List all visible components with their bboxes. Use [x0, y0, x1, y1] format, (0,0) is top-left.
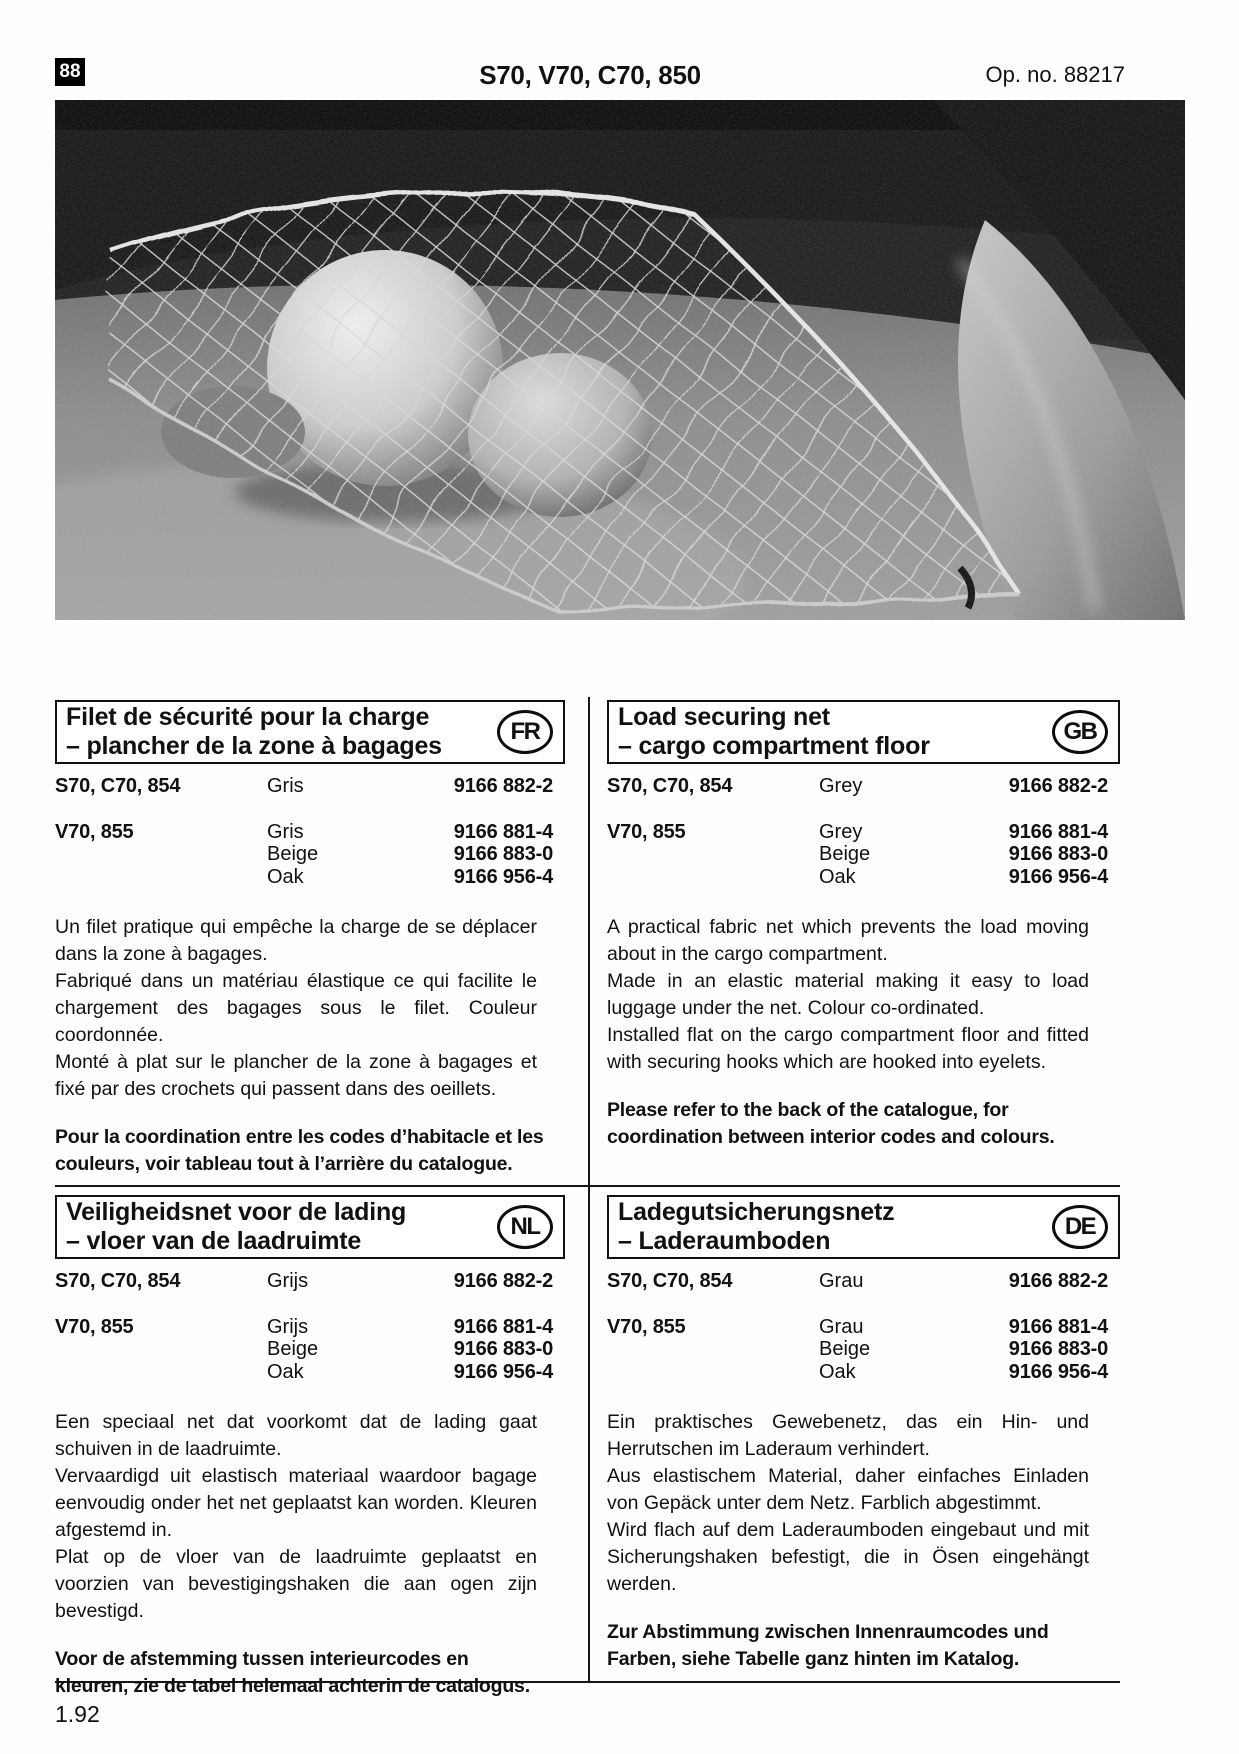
model-cell: V70, 855 [607, 1315, 686, 1338]
section-title-line1: Load securing net [618, 703, 830, 731]
paragraph: Made in an elastic material making it easy to load luggage under the net. Colour co-ordinated. [607, 970, 1089, 1019]
table-row [607, 1316, 1120, 1339]
model-cell-empty [607, 1338, 819, 1361]
table-row [607, 843, 1120, 866]
part-number-cell: 9166 882-2 [453, 775, 553, 797]
model-cell-empty [607, 866, 819, 889]
model-cell: V70, 855 [55, 820, 134, 843]
coordination-note: Please refer to the back of the catalogue, for coordination between interior codes and colours. [607, 1099, 1055, 1148]
part-number-cell: 9166 956-4 [1008, 865, 1108, 888]
page-title: S70, V70, C70, 850 [479, 60, 701, 90]
table-row [607, 1361, 1120, 1384]
section-title [66, 703, 442, 761]
coordination-note: Voor de afstemming tussen interieurcodes en kleuren, zie de tabel helemaal achterin de catalogus. [55, 1648, 530, 1697]
part-number-table [55, 775, 565, 888]
cargo-net-photo-illustration [55, 100, 1185, 620]
paragraph: Wird flach auf dem Laderaumboden eingebaut und mit Sicherungshaken befestigt, die in Ösen eingehängt werden. [607, 1519, 1089, 1595]
section-title-box [607, 700, 1120, 764]
colour-cell: Gris [267, 820, 304, 843]
model-cell: S70, C70, 854 [607, 1270, 733, 1292]
table-row [55, 1361, 565, 1384]
table-row [55, 821, 565, 844]
section-title-box [607, 1195, 1120, 1259]
model-cell: S70, C70, 854 [55, 775, 181, 797]
part-number-cell: 9166 883-0 [1008, 1338, 1108, 1360]
model-cell-empty [55, 866, 267, 889]
operation-number: Op. no. 88217 [985, 62, 1125, 87]
language-badge-gb: GB [1052, 710, 1108, 754]
section-title-box [55, 1195, 565, 1259]
colour-cell: Grau [819, 1315, 864, 1338]
paragraph: Installed flat on the cargo compartment floor and fitted with securing hooks which are hooked into eyelets. [607, 1024, 1089, 1073]
part-number-cell: 9166 882-2 [453, 1270, 553, 1292]
part-number-cell: 9166 956-4 [453, 865, 553, 888]
colour-cell: Gris [267, 775, 304, 797]
colour-cell: Oak [267, 865, 304, 888]
table-row [55, 866, 565, 889]
model-cell: V70, 855 [607, 820, 686, 843]
section-title-line2: – Laderaumboden [618, 1227, 831, 1255]
coordination-note: Zur Abstimmung zwischen Innenraumcodes und Farben, siehe Tabelle ganz hinten im Katalog. [607, 1621, 1049, 1670]
table-row [607, 821, 1120, 844]
model-cell: S70, C70, 854 [55, 1270, 181, 1292]
table-row [55, 775, 565, 798]
colour-cell: Beige [267, 843, 319, 865]
product-photo [55, 100, 1185, 620]
colour-cell: Grau [819, 1270, 864, 1292]
colour-cell: Grey [819, 775, 863, 797]
colour-cell: Grijs [267, 1270, 309, 1292]
part-number-cell: 9166 881-4 [453, 1315, 553, 1338]
table-row [607, 775, 1120, 798]
language-badge-nl: NL [497, 1205, 553, 1249]
section-fr [55, 700, 565, 1177]
section-title-line2: – vloer van de laadruimte [66, 1227, 362, 1255]
part-number-table [55, 1270, 565, 1383]
description-text [607, 1409, 1089, 1598]
colour-cell: Grijs [267, 1315, 309, 1338]
paragraph: Un filet pratique qui empêche la charge de se déplacer dans la zone à bagages. [55, 916, 537, 965]
part-number-table [607, 775, 1120, 888]
model-cell-empty [55, 1338, 267, 1361]
colour-cell: Oak [819, 1360, 856, 1383]
section-title-box [55, 700, 565, 764]
colour-cell: Beige [819, 843, 871, 865]
section-de [607, 1195, 1120, 1672]
colour-cell: Oak [267, 1360, 304, 1383]
colour-cell: Oak [819, 865, 856, 888]
paragraph: Plat op de vloer van de laadruimte geplaatst en voorzien van bevestigingshaken die aan ogen zijn bevestigd. [55, 1546, 537, 1622]
description-text [607, 914, 1089, 1076]
section-title-line2: – plancher de la zone à bagages [66, 732, 442, 760]
part-number-cell: 9166 881-4 [453, 820, 553, 843]
paragraph: Monté à plat sur le plancher de la zone à bagages et fixé par des crochets qui passent dans des oeillets. [55, 1051, 537, 1100]
part-number-cell: 9166 883-0 [453, 1338, 553, 1360]
table-row [607, 866, 1120, 889]
part-number-cell: 9166 881-4 [1008, 1315, 1108, 1338]
part-number-table [607, 1270, 1120, 1383]
page-number: 1.92 [55, 1701, 100, 1727]
section-title-line1: Filet de sécurité pour la charge [66, 703, 430, 731]
section-nl [55, 1195, 565, 1699]
table-row [55, 1338, 565, 1361]
colour-cell: Beige [819, 1338, 871, 1360]
part-number-cell: 9166 881-4 [1008, 820, 1108, 843]
model-cell-empty [55, 1361, 267, 1384]
section-gb [607, 700, 1120, 1150]
part-number-cell: 9166 956-4 [1008, 1360, 1108, 1383]
colour-cell: Beige [267, 1338, 319, 1360]
language-badge-fr: FR [497, 710, 553, 754]
table-row [55, 1316, 565, 1339]
description-text [55, 914, 537, 1103]
table-row [55, 1270, 565, 1293]
table-row [55, 843, 565, 866]
section-title-line1: Ladegutsicherungsnetz [618, 1198, 895, 1226]
section-title [618, 1198, 894, 1256]
part-number-cell: 9166 883-0 [453, 843, 553, 865]
colour-cell: Grey [819, 820, 863, 843]
table-row [607, 1338, 1120, 1361]
paragraph: A practical fabric net which prevents the load moving about in the cargo compartment. [607, 916, 1089, 965]
model-cell-empty [607, 843, 819, 866]
language-badge-de: DE [1052, 1205, 1108, 1249]
model-cell: S70, C70, 854 [607, 775, 733, 797]
paragraph: Aus elastischem Material, daher einfaches Einladen von Gepäck unter dem Netz. Farblich abgestimmt. [607, 1465, 1089, 1514]
chapter-number-badge: 88 [55, 58, 85, 86]
part-number-cell: 9166 956-4 [453, 1360, 553, 1383]
column-divider [588, 697, 590, 1683]
model-cell: V70, 855 [55, 1315, 134, 1338]
paragraph: Ein praktisches Gewebenetz, das ein Hin- und Herrutschen im Laderaum verhindert. [607, 1411, 1089, 1460]
model-cell-empty [55, 843, 267, 866]
row-divider [55, 1185, 1120, 1187]
part-number-cell: 9166 882-2 [1008, 1270, 1108, 1292]
paragraph: Vervaardigd uit elastisch materiaal waardoor bagage eenvoudig onder het net geplaatst kan worden. Kleuren afgestemd in. [55, 1465, 537, 1541]
section-title [618, 703, 930, 761]
table-row [607, 1270, 1120, 1293]
model-cell-empty [607, 1361, 819, 1384]
description-text [55, 1409, 537, 1625]
paragraph: Fabriqué dans un matériau élastique ce qui facilite le chargement des bagages sous le filet. Couleur coordonnée. [55, 970, 537, 1046]
part-number-cell: 9166 883-0 [1008, 843, 1108, 865]
section-title-line1: Veiligheidsnet voor de lading [66, 1198, 407, 1226]
section-title [66, 1198, 406, 1256]
paragraph: Een speciaal net dat voorkomt dat de lading gaat schuiven in de laadruimte. [55, 1411, 537, 1460]
coordination-note: Pour la coordination entre les codes d’habitacle et les couleurs, voir tableau tout à l’arrière du catalogue. [55, 1126, 544, 1175]
section-title-line2: – cargo compartment floor [618, 732, 930, 760]
part-number-cell: 9166 882-2 [1008, 775, 1108, 797]
